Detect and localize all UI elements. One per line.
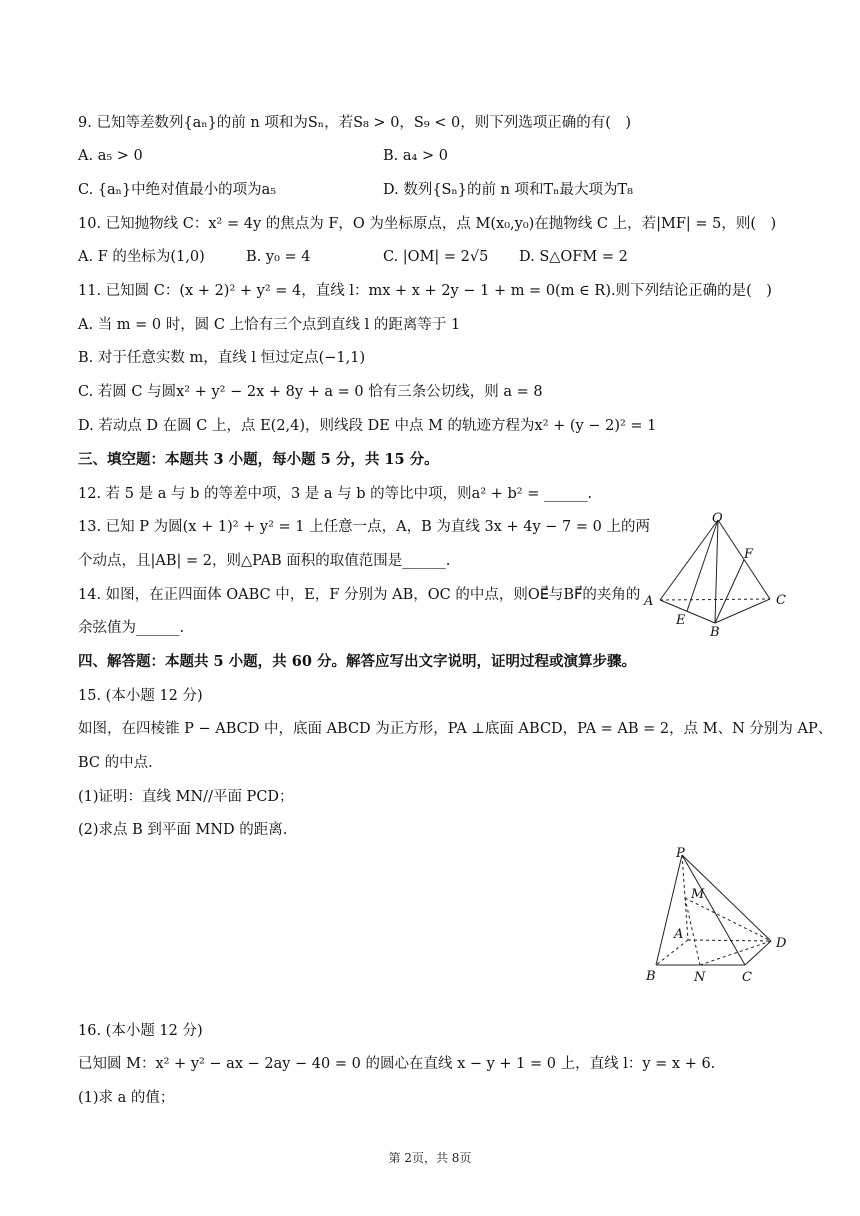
q11-option-a: A. 当 m = 0 时，圆 C 上恰有三个点到直线 l 的距离等于 1 [78,317,461,333]
q15-line2: BC 的中点. [78,755,153,771]
q10-option-b: B. y₀ = 4 [246,249,311,265]
fig14-label-f: F [744,547,754,562]
section-4-heading: 四、解答题：本题共 5 小题，共 60 分。解答应写出文字说明，证明过程或演算步骤。 [78,653,636,670]
q15-heading: 15. (本小题 12 分) [78,688,203,704]
q9-option-a: A. a₅ > 0 [78,148,143,164]
page-footer: 第 2页，共 8页 [388,1151,472,1165]
q9-option-c: C. {aₙ}中绝对值最小的项为a₅ [78,182,277,198]
q10-option-c: C. |OM| = 2√5 [383,249,489,265]
fig14-label-c: C [776,593,786,608]
q15-line1: 如图，在四棱锥 P − ABCD 中，底面 ABCD 为正方形，PA ⊥底面 ABCD，PA = AB = 2，点 M、N 分别为 AP、 [78,721,833,737]
q9-option-b: B. a₄ > 0 [383,148,448,164]
fig15-label-p: P [676,846,685,861]
fig14-label-e: E [676,613,686,628]
section-3-heading: 三、填空题：本题共 3 小题，每小题 5 分，共 15 分。 [78,451,439,468]
q15-part1: (1)证明：直线 MN//平面 PCD； [78,789,294,805]
q11-option-d: D. 若动点 D 在圆 C 上，点 E(2,4)，则线段 DE 中点 M 的轨迹方程为x² + (y − 2)² = 1 [78,418,657,434]
q10-option-d: D. S△OFM = 2 [519,249,628,265]
q10-stem: 10. 已知抛物线 C：x² = 4y 的焦点为 F，O 为坐标原点，点 M(x₀,y₀)在抛物线 C 上，若|MF| = 5，则( ) [78,216,777,232]
q13-line2: 个动点，且|AB| = 2，则△PAB 面积的取值范围是______. [78,553,451,569]
q16-line1: 已知圆 M：x² + y² − ax − 2ay − 40 = 0 的圆心在直线 x − y + 1 = 0 上，直线 l：y = x + 6. [78,1056,716,1072]
fig14-label-b: B [710,625,720,638]
tetrahedron-figure [640,508,800,638]
fig15-label-d: D [776,936,787,951]
q11-option-c: C. 若圆 C 与圆x² + y² − 2x + 8y + a = 0 恰有三条公切线，则 a = 8 [78,384,543,400]
q9-stem: 9. 已知等差数列{aₙ}的前 n 项和为Sₙ，若S₈ > 0，S₉ < 0，则下列选项正确的有( ) [78,115,632,131]
q11-option-b: B. 对于任意实数 m，直线 l 恒过定点(−1,1) [78,350,366,366]
q10-option-a: A. F 的坐标为(1,0) [78,249,205,265]
q12-text: 12. 若 5 是 a 与 b 的等差中项，3 是 a 与 b 的等比中项，则a² + b² = ______. [78,486,593,502]
fig15-label-n: N [694,970,706,985]
fig14-label-o: O [712,511,723,526]
q9-option-d: D. 数列{Sₙ}的前 n 项和Tₙ最大项为T₈ [383,182,633,198]
q13-line1: 13. 已知 P 为圆(x + 1)² + y² = 1 上任意一点，A，B 为直线 3x + 4y − 7 = 0 上的两 [78,519,650,535]
fig15-label-m: M [691,887,705,902]
fig15-label-a: A [674,927,684,942]
fig14-label-a: A [644,594,654,609]
q14-line2: 余弦值为______. [78,620,185,636]
fig15-label-b: B [646,969,656,984]
pyramid-figure [640,843,800,988]
q16-heading: 16. (本小题 12 分) [78,1023,203,1039]
q11-stem: 11. 已知圆 C：(x + 2)² + y² = 4，直线 l：mx + x + 2y − 1 + m = 0(m ∈ R).则下列结论正确的是( ) [78,283,772,299]
q16-part1: (1)求 a 的值； [78,1090,175,1106]
fig15-label-c: C [742,970,752,985]
q14-line1: 14. 如图，在正四面体 OABC 中，E，F 分别为 AB，OC 的中点，则OE⃗与BF⃗的夹角的 [78,587,641,603]
q15-part2: (2)求点 B 到平面 MND 的距离. [78,822,288,838]
